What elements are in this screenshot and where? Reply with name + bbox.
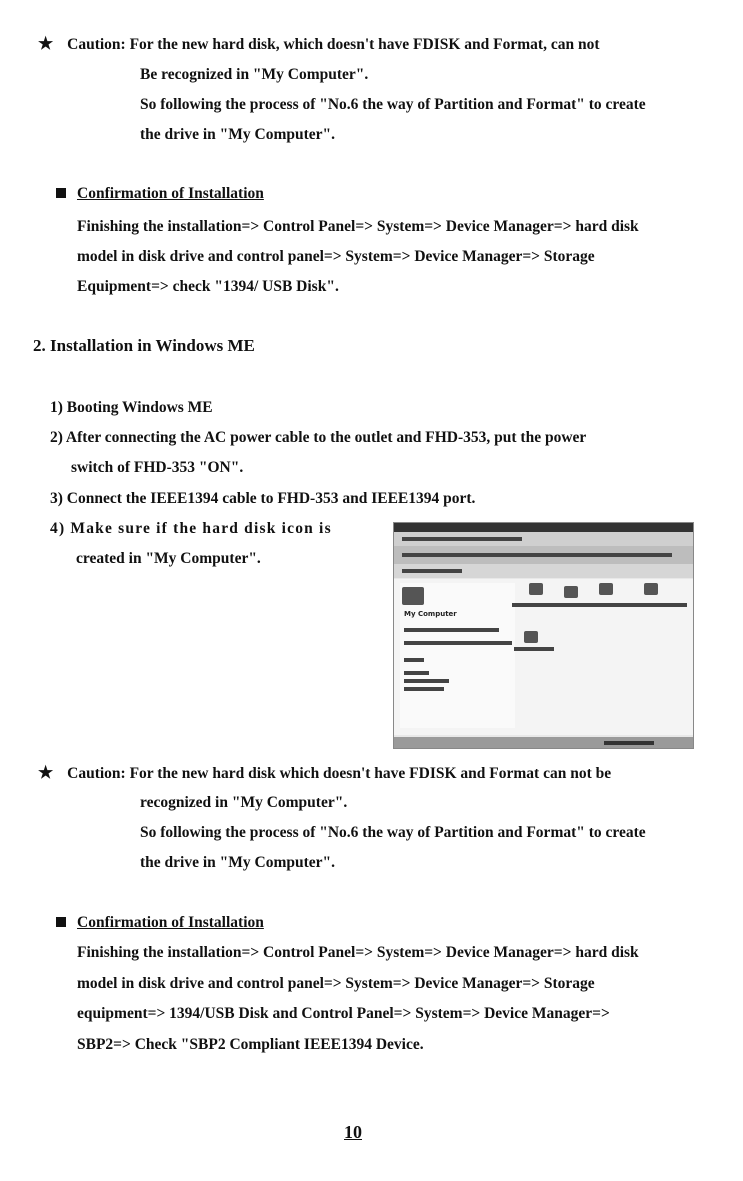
window-left-pane xyxy=(400,583,515,728)
drive-icon xyxy=(599,583,613,595)
folder-icon xyxy=(644,583,658,595)
square-bullet-icon xyxy=(56,188,66,198)
left-pane-title: My Computer xyxy=(404,610,457,618)
caution-text-line: So following the process of "No.6 the way of Partition and Format" to create xyxy=(140,96,646,113)
body-text-line: Finishing the installation=> Control Panel=> System=> Device Manager=> hard disk xyxy=(77,944,639,961)
section-title: 2. Installation in Windows ME xyxy=(33,336,255,355)
window-toolbar xyxy=(394,546,693,564)
caution-text-line: the drive in "My Computer". xyxy=(140,854,336,871)
caution-label: Caution xyxy=(67,36,121,53)
caution-text-line: the drive in "My Computer". xyxy=(140,126,336,143)
step-item: created in "My Computer". xyxy=(76,550,261,567)
window-addressbar xyxy=(394,564,693,578)
hard-disk-icon xyxy=(524,631,538,643)
caution-text-line: recognized in "My Computer". xyxy=(140,794,348,811)
page-number: 10 xyxy=(344,1122,362,1142)
body-text-line: Finishing the installation=> Control Panel=> System=> Device Manager=> hard disk xyxy=(77,218,639,235)
square-bullet-icon xyxy=(56,917,66,927)
caution-label: Caution xyxy=(67,765,121,782)
my-computer-screenshot xyxy=(393,522,694,749)
body-text-line: SBP2=> Check "SBP2 Compliant IEEE1394 Device. xyxy=(77,1036,424,1053)
step-item: 4) Make sure if the hard disk icon is xyxy=(50,520,332,537)
window-statusbar xyxy=(394,737,693,748)
window-titlebar xyxy=(394,523,693,532)
body-text-line: model in disk drive and control panel=> System=> Device Manager=> Storage xyxy=(77,975,595,992)
drive-icon xyxy=(564,586,578,598)
drive-icon xyxy=(529,583,543,595)
caution-text-line: So following the process of "No.6 the way of Partition and Format" to create xyxy=(140,824,646,841)
body-text-line: equipment=> 1394/USB Disk and Control Panel=> System=> Device Manager=> xyxy=(77,1005,610,1022)
caution-text-line: : For the new hard disk which doesn't have FDISK and Format can not be xyxy=(120,765,612,782)
body-text-line: model in disk drive and control panel=> System=> Device Manager=> Storage xyxy=(77,248,595,265)
caution-block-2 xyxy=(38,763,611,783)
step-item: 2) After connecting the AC power cable to the outlet and FHD-353, put the power xyxy=(50,429,587,446)
step-item: 3) Connect the IEEE1394 cable to FHD-353 and IEEE1394 port. xyxy=(50,490,476,507)
section-heading: Confirmation of Installation xyxy=(77,185,264,202)
caution-block-1 xyxy=(38,34,600,54)
body-text-line: Equipment=> check "1394/ USB Disk". xyxy=(77,278,339,295)
star-icon: ★ xyxy=(38,34,54,53)
step-item: switch of FHD-353 "ON". xyxy=(71,459,244,476)
caution-text-line: : For the new hard disk, which doesn't have FDISK and Format, can not xyxy=(120,36,600,53)
section-heading: Confirmation of Installation xyxy=(77,914,264,931)
window-menubar xyxy=(394,532,693,546)
step-item: 1) Booting Windows ME xyxy=(50,399,213,416)
computer-icon xyxy=(402,587,424,605)
caution-text-line: Be recognized in "My Computer". xyxy=(140,66,369,83)
star-icon: ★ xyxy=(38,763,54,782)
